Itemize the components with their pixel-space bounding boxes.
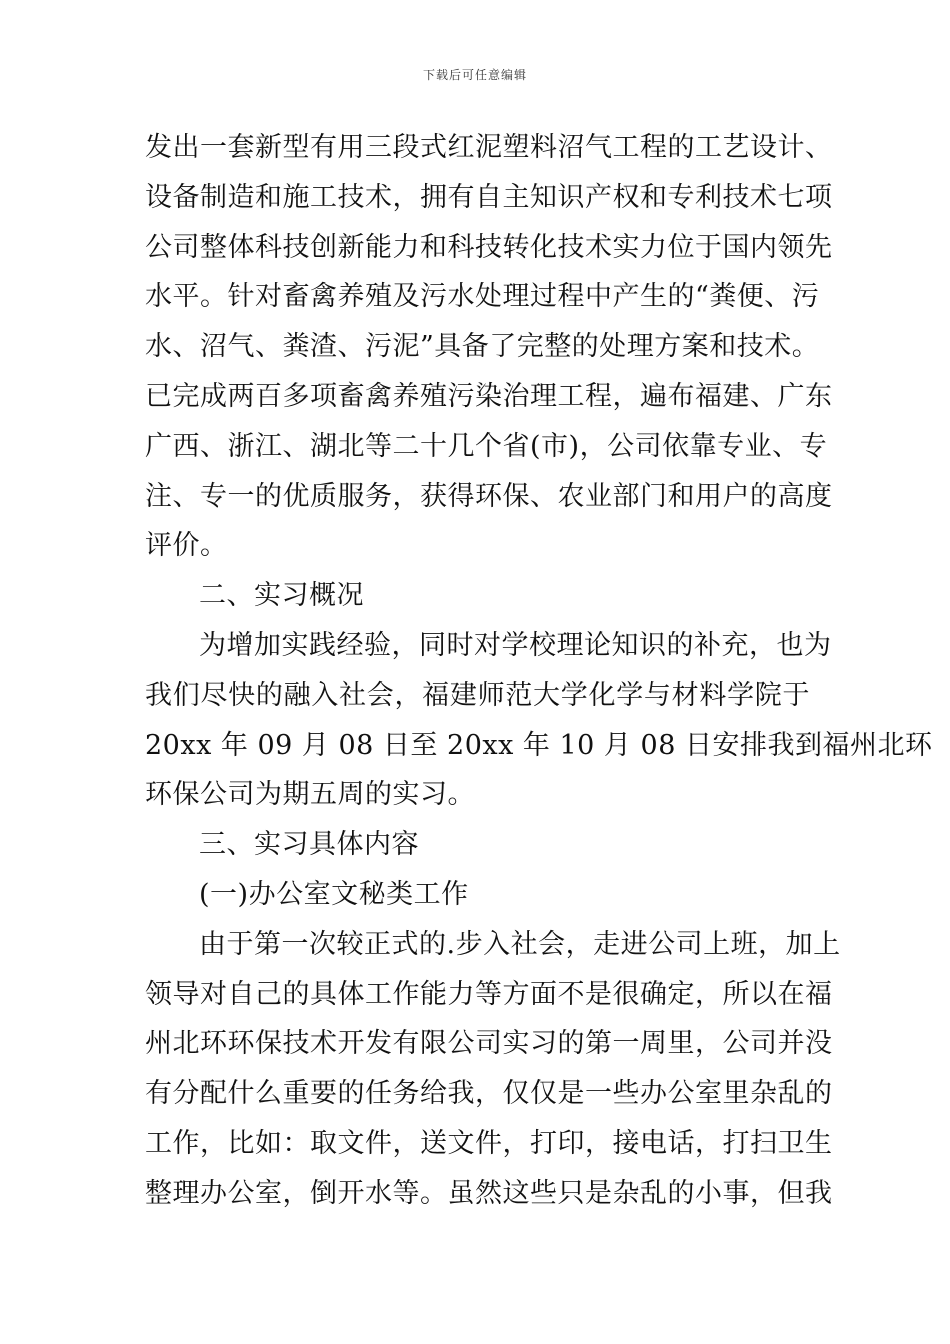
- text-line: 公司整体科技创新能力和科技转化技术实力位于国内领先: [145, 231, 833, 263]
- document-body: [145, 123, 933, 1219]
- text-line: 州北环环保技术开发有限公司实习的第一周里，公司并没: [145, 1028, 833, 1060]
- text-line: 20xx 年 09 月 08 日至 20xx 年 10 月 08 日安排我到福州北环: [145, 729, 933, 761]
- text-line: 由于第一次较正式的.步入社会，走进公司上班，加上: [199, 928, 841, 960]
- text-line: 发出一套新型有用三段式红泥塑料沼气工程的工艺设计、: [145, 132, 833, 163]
- section-heading: 三、实习具体内容: [199, 829, 419, 861]
- text-line: 设备制造和施工技术，拥有自主知识产权和专利技术七项: [145, 181, 833, 213]
- text-line: 我们尽快的融入社会，福建师范大学化学与材料学院于: [145, 679, 810, 711]
- text-line: 广西、浙江、湖北等二十几个省(市)，公司依靠专业、专: [145, 430, 828, 462]
- text-line: 已完成两百多项畜禽养殖污染治理工程，遍布福建、广东: [145, 380, 833, 412]
- text-line: 整理办公室，倒开水等。虽然这些只是杂乱的小事，但我: [145, 1177, 833, 1209]
- text-line: 水、沼气、粪渣、污泥”具备了完整的处理方案和技术。: [145, 331, 820, 363]
- text-line: 领导对自己的具体工作能力等方面不是很确定，所以在福: [145, 978, 833, 1010]
- text-line: 水平。针对畜禽养殖及污水处理过程中产生的“粪便、污: [145, 281, 820, 313]
- text-line: 环保公司为期五周的实习。: [145, 779, 475, 811]
- text-line: 工作，比如：取文件，送文件，打印，接电话，打扫卫生: [145, 1127, 833, 1159]
- section-heading: 二、实习概况: [199, 580, 364, 612]
- page-header: 下载后可任意编辑: [422, 68, 527, 82]
- text-line: 评价。: [145, 530, 228, 562]
- text-line: 有分配什么重要的任务给我，仅仅是一些办公室里杂乱的: [145, 1078, 833, 1110]
- text-line: 为增加实践经验，同时对学校理论知识的补充，也为: [199, 629, 832, 661]
- text-line: 注、专一的优质服务，获得环保、农业部门和用户的高度: [145, 480, 833, 512]
- subsection-heading: (一)办公室文秘类工作: [199, 878, 469, 910]
